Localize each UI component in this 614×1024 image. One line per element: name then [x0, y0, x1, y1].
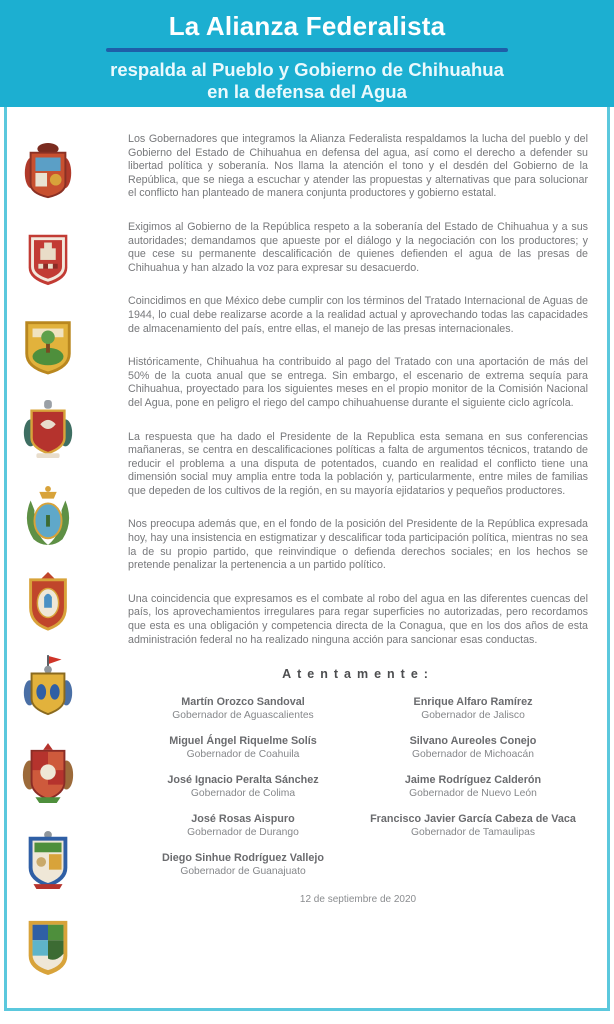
seal-nuevo-leon-icon	[19, 827, 77, 893]
seal-colima-icon	[19, 397, 77, 463]
signature-entry	[358, 813, 588, 839]
signer-title: Gobernador de Coahuila	[186, 748, 300, 760]
paragraph-5: La respuesta que ha dado el Presidente de la Republica esta semana en sus conferencias mañaneras, se centra en descalificaciones políticas a falta de argumentos técnicos, tratando de reducir el problema a una disputa de potentados, cuando en realidad el conflicto tiene una dimensión social muy amplia entre toda la población y, particularmente, entre miles de familias que depeden de los cultivos de la región, en su mayoría ejidatarios y pequeños productores.	[128, 430, 588, 497]
paragraph-4: Históricamente, Chihuahua ha contribuido al pago del Tratado con una aportación de más del 50% de la cuota anual que se entrega. Sin embargo, el escenario de extrema sequía para Chihuahua, proyectado para los siguientes meses en el propio monitor de la Comisión Nacional del Agua, pone en peligro el riego del campo chihuahuense durante el siguiente ciclo agrícola.	[128, 356, 588, 409]
page-title: La Alianza Federalista	[168, 11, 446, 41]
signature-entry	[358, 696, 588, 722]
signature-entry	[358, 774, 588, 800]
signatures	[128, 696, 588, 891]
seal-coahuila-icon	[19, 311, 77, 377]
seal-slot	[19, 741, 77, 827]
title-underline	[106, 48, 508, 52]
state-seals-column	[0, 107, 96, 1011]
subtitle-line-1: respalda al Pueblo y Gobierno de Chihuahua	[110, 59, 504, 80]
content-area	[0, 107, 614, 1011]
signature-entry	[128, 813, 358, 839]
subtitle	[0, 59, 614, 103]
seal-slot	[19, 483, 77, 569]
paragraph-1: Los Gobernadores que integramos la Alianza Federalista respaldamos la lucha del pueblo y del Gobierno del Estado de Chihuahua en defensa del agua, así como el derecho a defender su libertad política y soberanía. Nos llama la atención el tono y el desdén del Gobierno de la República, que se niega a escuchar y atender las propuestas y alternativas que para solucionar el conflicto han planteado de manera conjunta productores y gobierno estatal.	[128, 133, 588, 200]
signer-name: José Ignacio Peralta Sánchez	[167, 774, 319, 787]
date: 12 de septiembre de 2020	[299, 894, 417, 906]
signer-name: Enrique Alfaro Ramírez	[413, 696, 533, 709]
seal-michoacan-icon	[19, 741, 77, 807]
seal-aguascalientes-icon	[19, 139, 77, 205]
seal-slot	[19, 311, 77, 397]
seal-guanajuato-icon	[19, 569, 77, 635]
paragraph-7: Una coincidencia que expresamos es el combate al robo del agua en las diferentes cuencas del país, los aprovechamientos irregulares para regar superficies no autorizadas, pero recordamos que esta es una obligación y competencia directa de la Conagua, que en los dos años de esta administración federal no ha realizado ninguna acción para sancionar esas conductas.	[128, 592, 588, 646]
signer-title: Gobernador de Tamaulipas	[410, 826, 536, 838]
seal-slot	[19, 139, 77, 225]
signer-title: Gobernador de Jalisco	[421, 709, 525, 721]
seal-slot	[19, 225, 77, 311]
signer-name: José Rosas Aispuro	[191, 813, 295, 826]
signer-title: Gobernador de Michoacán	[412, 748, 534, 760]
paragraph-3: Coincidimos en que México debe cumplir con los términos del Tratado Internacional de Aguas de 1944, lo cual debe realizarse acorde a la realidad actual y aprovechando todas las capacidades de almacenamiento del país, entre ellas, el manejo de las presas internacionales.	[128, 295, 588, 335]
signer-title: Gobernador de Durango	[187, 826, 299, 838]
signature-entry	[128, 735, 358, 761]
seal-chihuahua-icon	[19, 225, 77, 291]
signatures-left-column	[128, 696, 358, 891]
seal-jalisco-icon	[19, 655, 77, 721]
paragraph-2: Exigimos al Gobierno de la República respeto a la soberanía del Estado de Chihuahua y a sus autoridades; demandamos que apueste por el diálogo y la negociación con los productores; y que cese su permanente descalificación de quienes defienden el agua de las presas de Chihuahua y han alzado la voz para expresar su desacuerdo.	[128, 220, 588, 274]
seal-slot	[19, 913, 77, 999]
signer-name: Martín Orozco Sandoval	[181, 696, 305, 709]
signer-title: Gobernador de Nuevo León	[409, 787, 537, 799]
signature-entry	[128, 774, 358, 800]
seal-slot	[19, 827, 77, 913]
subtitle-line-2: en la defensa del Agua	[207, 81, 407, 102]
signature-entry	[128, 852, 358, 878]
seal-durango-icon	[19, 483, 77, 549]
paragraph-6: Nos preocupa además que, en el fondo de la posición del Presidente de la República expresada hoy, hay una insistencia en estigmatizar y descalificar toda participación política, mientras no sea la de su propio partido, que reinvindique o defienda derechos sociales; en los hechos se pretende penalizar la pertenencia a un partido político.	[128, 518, 588, 572]
signer-name: Diego Sinhue Rodríguez Vallejo	[162, 852, 324, 865]
signer-name: Miguel Ángel Riquelme Solís	[169, 735, 317, 748]
signer-title: Gobernador de Guanajuato	[180, 865, 306, 877]
signature-entry	[358, 735, 588, 761]
signer-name: Francisco Javier García Cabeza de Vaca	[370, 813, 576, 826]
salutation: Atentamente:	[282, 667, 434, 682]
signer-name: Silvano Aureoles Conejo	[409, 735, 537, 748]
header-band	[0, 0, 614, 107]
signer-title: Gobernador de Colima	[190, 787, 296, 799]
signatures-right-column	[358, 696, 588, 891]
seal-tamaulipas-icon	[19, 913, 77, 979]
seal-slot	[19, 569, 77, 655]
signer-name: Jaime Rodríguez Calderón	[404, 774, 542, 787]
signer-title: Gobernador de Aguascalientes	[172, 709, 314, 721]
seal-slot	[19, 397, 77, 483]
letter-body	[96, 107, 614, 1011]
signature-entry	[128, 696, 358, 722]
seal-slot	[19, 655, 77, 741]
